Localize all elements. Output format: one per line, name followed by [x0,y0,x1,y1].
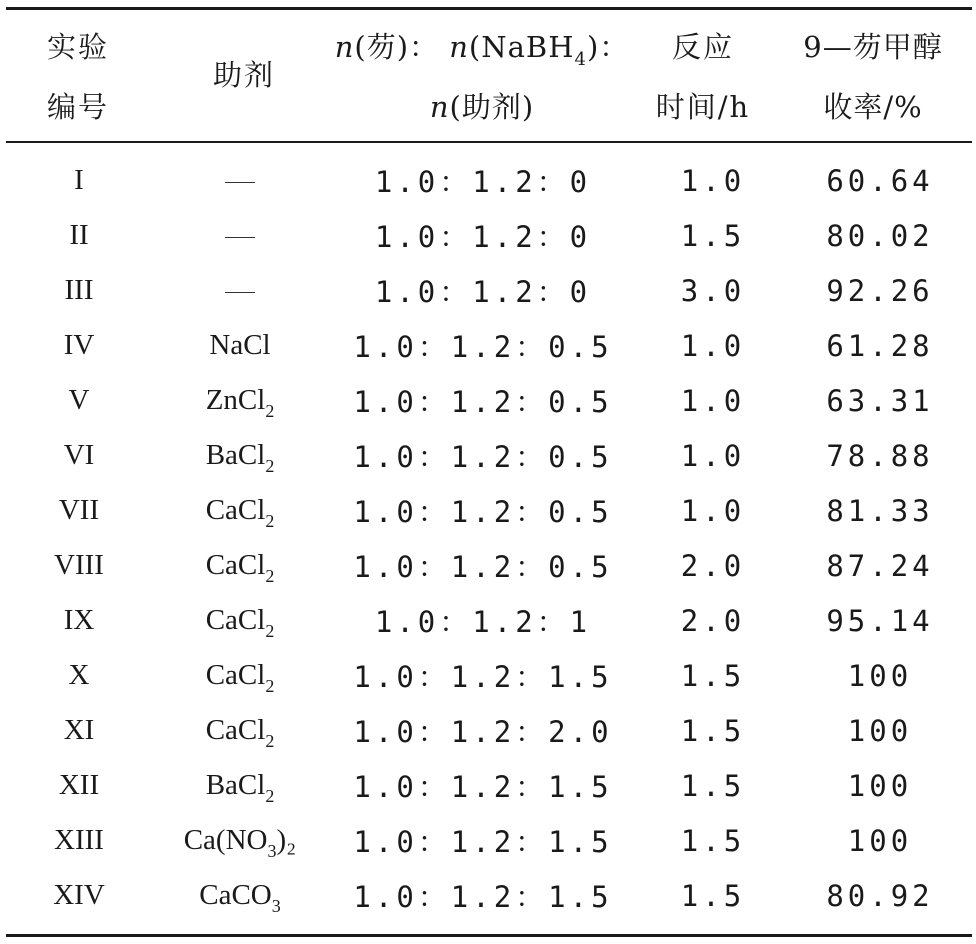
molar-ratio-cell: 1.0：1.2：0 [374,275,592,309]
molar-ratio-cell: 1.0：1.2：1.5 [353,770,613,804]
header-additive-label: 助剂 [212,58,275,92]
additive-cell [152,648,328,703]
table-row [6,153,972,208]
additive-formula: ZnCl [205,384,266,416]
additive-subscript: 2 [265,621,275,641]
reaction-time-cell: 3.0 [680,273,746,308]
experiment-id-cell: XIV [53,879,105,911]
no-additive-dash [225,182,255,183]
reaction-time-cell: 1.5 [680,768,746,803]
experiment-id-cell: X [68,659,90,691]
experiment-id-cell: VIII [54,549,104,581]
additive-subscript: 2 [265,401,275,421]
additive-subscript: 2 [265,731,275,751]
table-row [6,813,972,868]
yield-cell: 63.31 [826,383,934,418]
additive-cell [152,373,328,428]
reaction-time-cell: 2.0 [680,548,746,583]
yield-cell: 100 [847,768,913,803]
additive-formula: Ca(NO [183,824,268,856]
yield-cell: 95.14 [826,603,934,638]
experiment-id-cell: II [69,219,89,251]
experiment-id-cell: I [74,164,84,196]
additive-formula: CaCl [205,659,266,691]
additive-subscript: 3 [267,841,277,861]
additive-cell [152,703,328,758]
table-rows [6,153,972,923]
header-experiment-number-line2: 编号 [46,90,109,124]
yield-cell: 78.88 [826,438,934,473]
additive-formula: CaCO [199,879,272,911]
experiment-id-cell: XI [63,714,95,746]
molar-ratio-cell: 1.0：1.2：1.5 [353,880,613,914]
yield-cell: 81.33 [826,493,934,528]
additive-formula: CaCl [205,714,266,746]
molar-ratio-cell: 1.0：1.2：1.5 [353,660,613,694]
yield-cell: 92.26 [826,273,934,308]
table-row [6,318,972,373]
additive-subscript: 2 [265,566,275,586]
reaction-time-cell: 1.5 [680,658,746,693]
additive-subscript: 2 [265,676,275,696]
yield-cell: 80.92 [826,878,934,913]
reaction-time-cell: 2.0 [680,603,746,638]
reaction-time-cell: 1.5 [680,878,746,913]
table-row [6,373,972,428]
table-row [6,538,972,593]
header-yield-line2: 收率/% [823,90,923,124]
molar-ratio-cell: 1.0：1.2：2.0 [353,715,613,749]
yield-cell: 100 [847,713,913,748]
additive-subscript: 2 [265,511,275,531]
table-row [6,593,972,648]
yield-cell: 60.64 [826,163,934,198]
table-row [6,703,972,758]
yield-cell: 100 [847,658,913,693]
table-row [6,428,972,483]
experiment-id-cell: V [68,384,90,416]
header-experiment-number-line1: 实验 [46,30,109,64]
additive-cell [152,593,328,648]
additive-formula: CaCl [205,494,266,526]
additive-formula: BaCl [205,769,266,801]
header-reaction-time-line2: 时间/h [655,90,751,124]
no-additive-dash [225,292,255,293]
reaction-time-cell: 1.5 [680,218,746,253]
header-experiment-number [36,17,120,137]
table-row [6,208,972,263]
additive-formula: NaCl [209,329,271,361]
table-row [6,868,972,923]
molar-ratio-cell: 1.0：1.2：0.5 [353,495,613,529]
additive-formula: BaCl [205,439,266,471]
header-additive [198,45,290,105]
additive-subscript: 2 [265,456,275,476]
molar-ratio-cell: 1.0：1.2：1 [374,605,592,639]
molar-ratio-cell: 1.0：1.2：0.5 [353,330,613,364]
additive-subscript: 3 [271,896,281,916]
additive-subscript: 2 [265,786,275,806]
experiment-id-cell: XIII [54,824,104,856]
experiment-id-cell: III [64,274,94,306]
additive-cell [152,318,328,373]
reaction-time-cell: 1.0 [680,328,746,363]
reaction-time-cell: 1.0 [680,383,746,418]
reaction-time-cell: 1.0 [680,438,746,473]
yield-cell: 100 [847,823,913,858]
reaction-time-cell: 1.5 [680,713,746,748]
header-molar-ratio-line2: n(助剂) [429,90,535,124]
table-row [6,758,972,813]
molar-ratio-cell: 1.0：1.2：1.5 [353,825,613,859]
additive-cell [152,263,328,318]
results-table-body [6,153,972,923]
additive-cell [152,153,328,208]
reaction-time-cell: 1.0 [680,493,746,528]
experiment-id-cell: IV [63,329,95,361]
header-molar-ratio [318,17,646,137]
additive-cell [152,483,328,538]
header-reaction-time [638,17,768,137]
reaction-time-cell: 1.0 [680,163,746,198]
experiment-id-cell: IX [63,604,95,636]
table-row [6,483,972,538]
header-yield-line1: 9—芴甲醇 [803,30,943,64]
experiment-id-cell: VII [58,494,100,526]
experiment-id-cell: VI [63,439,95,471]
molar-ratio-cell: 1.0：1.2：0 [374,165,592,199]
reaction-time-cell: 1.5 [680,823,746,858]
molar-ratio-cell: 1.0：1.2：0.5 [353,385,613,419]
yield-cell: 87.24 [826,548,934,583]
yield-cell: 80.02 [826,218,934,253]
table-row [6,648,972,703]
molar-ratio-cell: 1.0：1.2：0.5 [353,440,613,474]
header-molar-ratio-line1: n(芴)： n(NaBH$_4$)： [334,30,630,70]
yield-cell: 61.28 [826,328,934,363]
additive-cell [152,208,328,263]
molar-ratio-cell: 1.0：1.2：0.5 [353,550,613,584]
additive-formula: CaCl [205,604,266,636]
table-bottom-rule [6,934,972,937]
additive-cell [152,813,328,868]
molar-ratio-cell: 1.0：1.2：0 [374,220,592,254]
header-reaction-time-line1: 反应 [671,30,734,64]
additive-formula: CaCl [205,549,266,581]
header-separator-rule [6,141,972,143]
additive-cell [152,538,328,593]
additive-cell [152,428,328,483]
no-additive-dash [225,237,255,238]
table-top-rule [6,7,972,10]
header-yield [788,17,958,137]
additive-formula-tail: )₂ [276,824,297,856]
additive-cell [152,758,328,813]
additive-cell [152,868,328,923]
table-row [6,263,972,318]
experiment-id-cell: XII [58,769,100,801]
